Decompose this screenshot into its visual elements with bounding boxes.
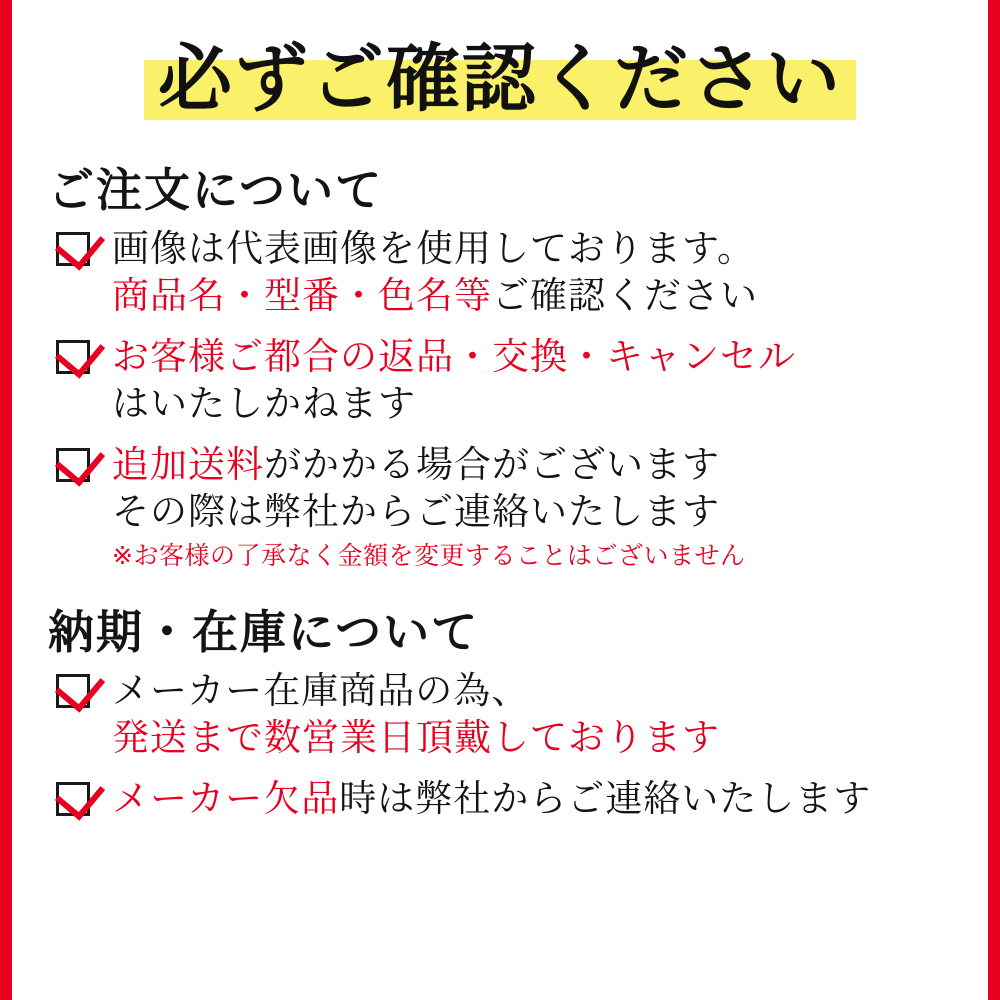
list-item-line: お客様ご都合の返品・交換・キャンセル <box>112 334 796 378</box>
page-title-text: 必ずご確認ください <box>158 36 842 122</box>
list-item <box>56 226 988 320</box>
list-item-line: 発送まで数営業日頂戴しております <box>112 716 720 760</box>
checkbox-checked-icon <box>56 232 90 266</box>
list-item-line-rest: 時は弊社からご連絡いたします <box>339 777 872 821</box>
checkbox-checked-icon <box>56 674 90 708</box>
list-item <box>56 668 988 762</box>
list-item-line <box>112 776 988 823</box>
list-item-line-rest: がかかる場合がございます <box>264 442 720 486</box>
checkbox-checked-icon <box>56 448 90 482</box>
list-item-line-rest: ご確認ください <box>492 273 758 317</box>
list-item-line: 画像は代表画像を使用しております。 <box>112 227 756 270</box>
page-title <box>144 34 856 126</box>
list-item-line: はいたしかねます <box>112 381 416 425</box>
left-red-border <box>0 0 12 1000</box>
page-title-wrap <box>12 34 988 144</box>
list-item-line <box>112 442 988 489</box>
list-item-note: ※お客様の了承なく金額を変更することはございません <box>112 540 746 570</box>
list-item-line-emphasis: 追加送料 <box>112 442 264 486</box>
list-item-line-emphasis: メーカー欠品 <box>112 777 340 821</box>
right-red-border <box>988 0 1000 1000</box>
section-heading-orders: ご注文について <box>48 163 384 217</box>
checkbox-checked-icon <box>56 782 90 816</box>
notice-content <box>12 0 988 1000</box>
list-item <box>56 776 988 823</box>
list-item-line <box>112 273 988 320</box>
list-item-line: メーカー在庫商品の為、 <box>112 669 530 713</box>
checkbox-checked-icon <box>56 340 90 374</box>
section-heading-delivery: 納期・在庫について <box>48 605 480 660</box>
list-item-line: その際は弊社からご連絡いたします <box>112 489 720 533</box>
list-item <box>56 442 988 572</box>
list-item-line-emphasis: 商品名・型番・色名等 <box>112 273 492 317</box>
list-item <box>56 334 988 428</box>
